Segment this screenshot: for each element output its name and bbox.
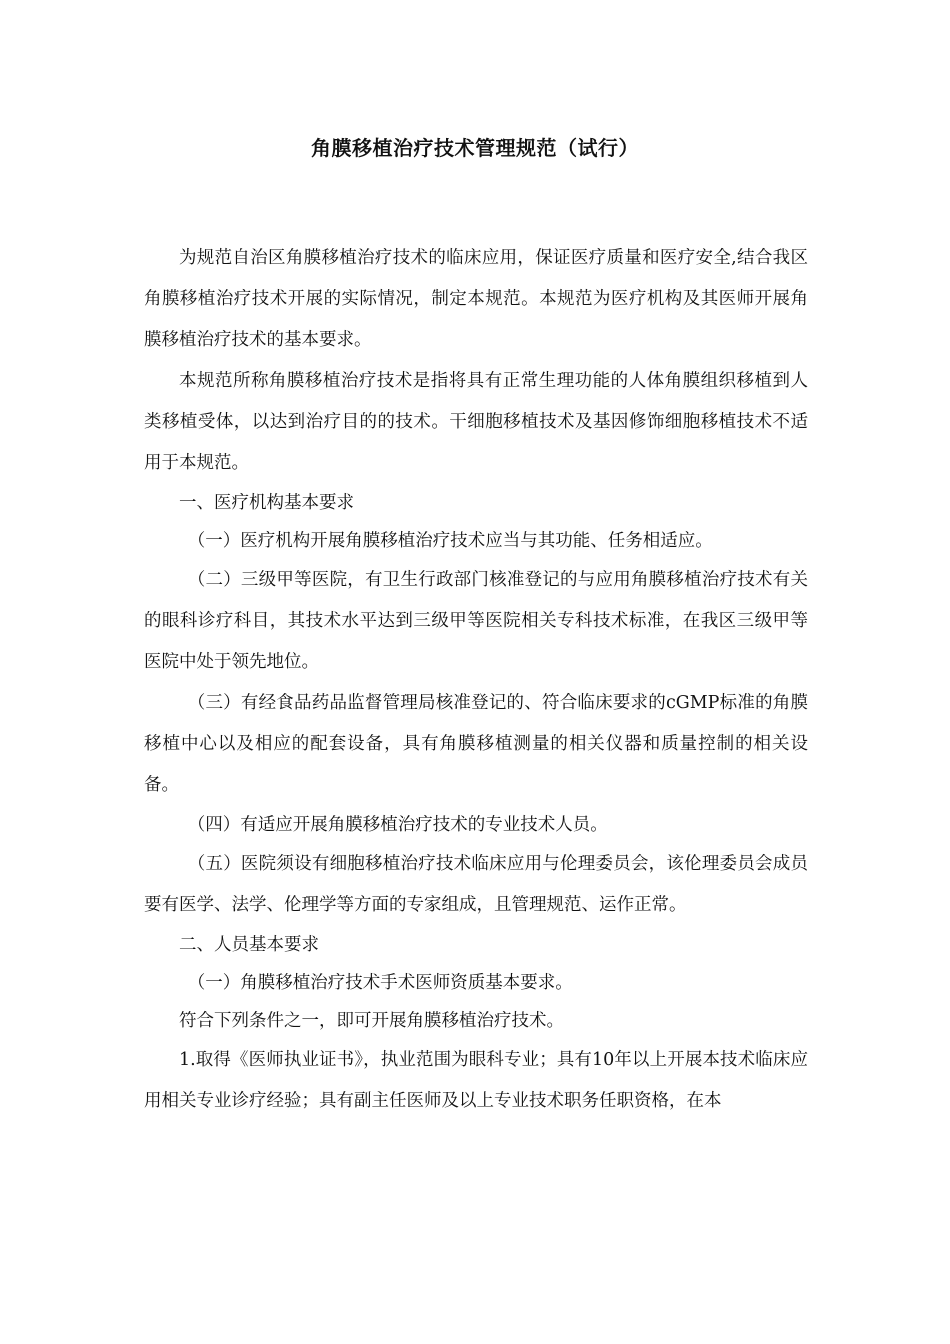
paragraph-item-3: （三）有经食品药品监督管理局核准登记的、符合临床要求的cGMP标准的角膜移植中心以及相应的配套设备，具有角膜移植测量的相关仪器和质量控制的相关设备。: [144, 693, 808, 795]
paragraph-item-4: （四）有适应开展角膜移植治疗技术的专业技术人员。: [187, 815, 608, 835]
section-heading-personnel: 二、人员基本要求: [179, 935, 319, 955]
document-title: 角膜移植治疗技术管理规范（试行）: [311, 136, 639, 160]
paragraph-condition-1: 1.取得《医师执业证书》，执业范围为眼科专业；具有10年以上开展本技术临床应用相关专业诊疗经验；具有副主任医师及以上专业技术职务任职资格，在本: [144, 1050, 808, 1111]
paragraph-item-5: （五）医院须设有细胞移植治疗技术临床应用与伦理委员会，该伦理委员会成员要有医学、法学、伦理学等方面的专家组成，且管理规范、运作正常。: [144, 854, 808, 915]
paragraph-conditions: 符合下列条件之一，即可开展角膜移植治疗技术。: [179, 1011, 564, 1031]
paragraph-definition: 本规范所称角膜移植治疗技术是指将具有正常生理功能的人体角膜组织移植到人类移植受体，以达到治疗目的的技术。干细胞移植技术及基因修饰细胞移植技术不适用于本规范。: [144, 371, 808, 473]
paragraph-personnel-1: （一）角膜移植治疗技术手术医师资质基本要求。: [187, 973, 573, 993]
paragraph-purpose: 为规范自治区角膜移植治疗技术的临床应用，保证医疗质量和医疗安全,结合我区角膜移植治疗技术开展的实际情况，制定本规范。本规范为医疗机构及其医师开展角膜移植治疗技术的基本要求。: [144, 248, 808, 350]
section-heading-institution: 一、医疗机构基本要求: [179, 493, 354, 513]
paragraph-item-2: （二）三级甲等医院，有卫生行政部门核准登记的与应用角膜移植治疗技术有关的眼科诊疗科目，其技术水平达到三级甲等医院相关专科技术标准，在我区三级甲等医院中处于领先地位。: [144, 570, 808, 672]
paragraph-item-1: （一）医疗机构开展角膜移植治疗技术应当与其功能、任务相适应。: [187, 531, 713, 551]
document-body: [144, 238, 808, 1122]
